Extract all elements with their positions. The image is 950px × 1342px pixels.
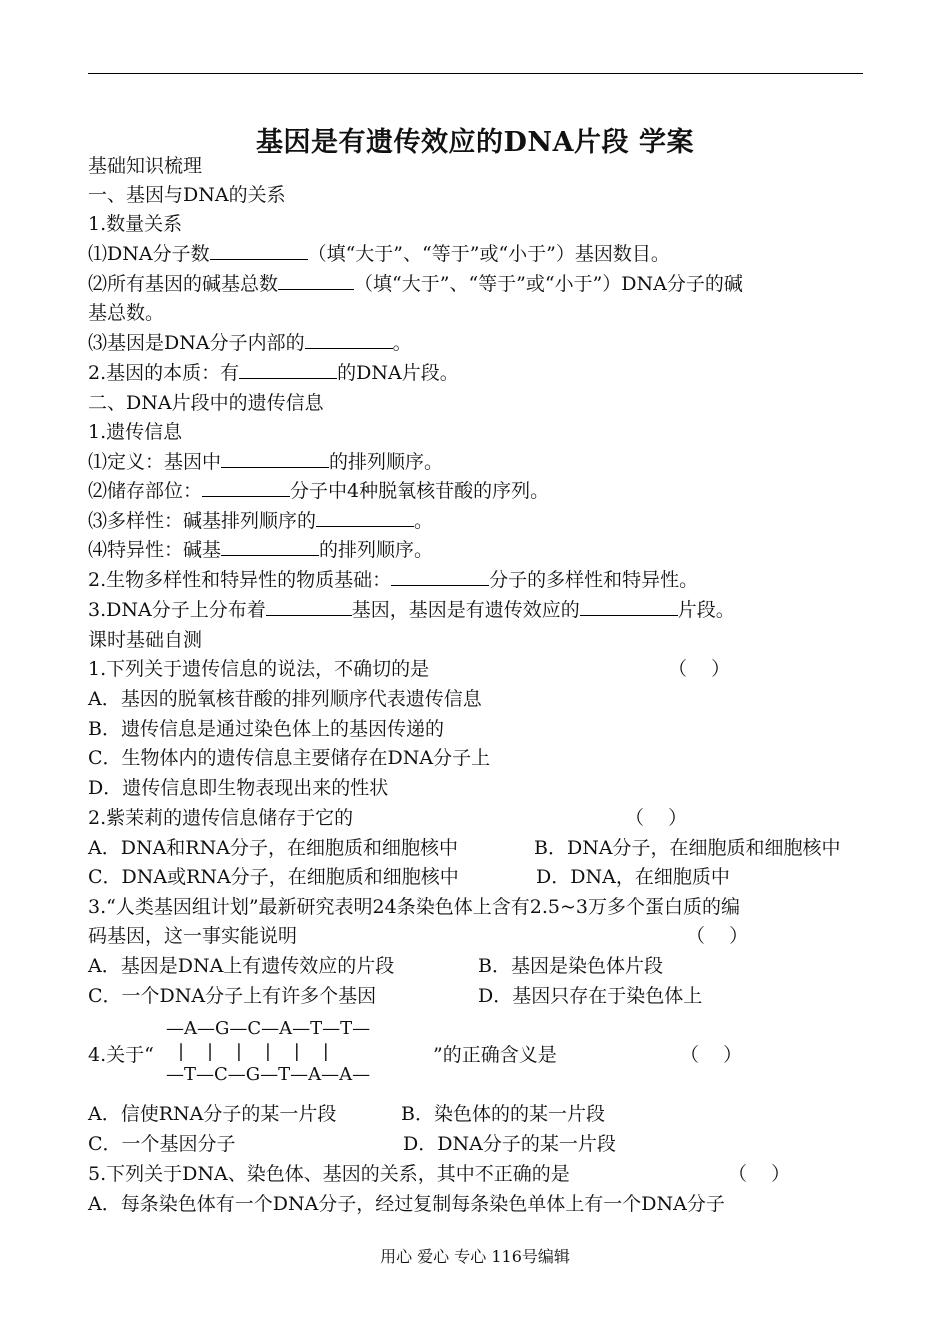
part1-sub1: 1.数量关系 (88, 213, 183, 235)
part1-sub2 (88, 360, 459, 386)
part1-q2-cont: 基总数。 (88, 302, 165, 324)
sub3-mid: 基因，基因是有遗传效应的 (351, 599, 580, 621)
question-5-answer-paren[interactable]: （ ） (728, 1163, 791, 1185)
question-4-stem-prefix: 4.关于“ (88, 1044, 154, 1066)
q3-prefix: ⑶基因是DNA分子内部的 (88, 332, 305, 354)
d1-suffix: 的排列顺序。 (329, 451, 444, 473)
question-1-answer-paren[interactable]: （ ） (668, 658, 731, 680)
d4-prefix: ⑷特异性：碱基 (88, 539, 222, 561)
fill-blank[interactable] (210, 241, 308, 260)
sub2-prefix: 2.生物多样性和特异性的物质基础： (88, 569, 392, 591)
d4-suffix: 的排列顺序。 (319, 539, 434, 561)
question-4-option-c: C．一个基因分子 (88, 1133, 236, 1155)
dna-base-pair-bonds: | | | | | | (178, 1041, 329, 1062)
question-2-option-d: D．DNA，在细胞质中 (536, 866, 730, 888)
sub3-suffix: 片段。 (677, 599, 735, 621)
question-1-stem: 1.下列关于遗传信息的说法，不确切的是 (88, 658, 430, 680)
section-review-heading: 基础知识梳理 (88, 155, 203, 177)
part1-q3 (88, 330, 412, 356)
part1-q1 (88, 241, 670, 267)
question-4-option-a: A．信使RNA分子的某一片段 (88, 1103, 337, 1125)
dna-strand-bottom: —T—C—G—T—A—A— (166, 1064, 371, 1085)
question-4-answer-paren[interactable]: （ ） (680, 1044, 743, 1066)
part2-d1 (88, 449, 443, 475)
question-3-option-d: D．基因只存在于染色体上 (478, 985, 703, 1007)
sub2-suffix: 的DNA片段。 (337, 362, 459, 384)
question-2-option-a: A．DNA和RNA分子，在细胞质和细胞核中 (88, 837, 458, 859)
q3-suffix: 。 (392, 332, 412, 354)
question-3-option-b: B．基因是染色体片段 (478, 955, 663, 977)
fill-blank[interactable] (316, 508, 414, 527)
question-3-answer-paren[interactable]: （ ） (686, 925, 749, 947)
part2-sub2 (88, 567, 698, 593)
fill-blank[interactable] (221, 449, 329, 468)
page-footer: 用心 爱心 专心 116号编辑 (380, 1247, 570, 1266)
question-1-option-b: B．遗传信息是通过染色体上的基因传递的 (88, 718, 444, 740)
q2-prefix: ⑵所有基因的碱基总数 (88, 273, 279, 295)
sub2-suffix: 分子的多样性和特异性。 (489, 569, 699, 591)
dna-strand-top: —A—G—C—A—T—T— (166, 1018, 371, 1039)
part1-heading: 一、基因与DNA的关系 (88, 184, 286, 206)
question-3-stem-cont: 码基因，这一事实能说明 (88, 925, 298, 947)
question-3-option-a: A．基因是DNA上有遗传效应的片段 (88, 955, 395, 977)
q1-prefix: ⑴DNA分子数 (88, 243, 210, 265)
page-title: 基因是有遗传效应的DNA片段 学案 (256, 127, 694, 158)
question-2-stem: 2.紫茉莉的遗传信息储存于它的 (88, 807, 354, 829)
d2-suffix: 分子中4种脱氧核苷酸的序列。 (290, 480, 550, 502)
question-5-option-a: A．每条染色体有一个DNA分子，经过复制每条染色单体上有一个DNA分子 (88, 1193, 725, 1215)
question-2-option-c: C．DNA或RNA分子，在细胞质和细胞核中 (88, 866, 459, 888)
part2-heading: 二、DNA片段中的遗传信息 (88, 392, 324, 414)
part2-sub1: 1.遗传信息 (88, 421, 183, 443)
part1-q2 (88, 271, 743, 297)
question-1-option-c: C．生物体内的遗传信息主要储存在DNA分子上 (88, 747, 491, 769)
fill-blank[interactable] (278, 271, 354, 290)
d3-prefix: ⑶多样性：碱基排列顺序的 (88, 510, 317, 532)
question-5-stem: 5.下列关于DNA、染色体、基因的关系，其中不正确的是 (88, 1163, 570, 1185)
question-3-stem: 3.“人类基因组计划”最新研究表明24条染色体上含有2.5~3万多个蛋白质的编 (88, 896, 740, 918)
q2-suffix: （填“大于”、“等于”或“小于”）DNA分子的碱 (354, 273, 743, 295)
fill-blank[interactable] (239, 360, 337, 379)
question-3-option-c: C．一个DNA分子上有许多个基因 (88, 985, 377, 1007)
question-2-option-b: B．DNA分子，在细胞质和细胞核中 (534, 837, 841, 859)
part2-sub3 (88, 597, 735, 623)
fill-blank[interactable] (391, 567, 489, 586)
fill-blank[interactable] (305, 330, 393, 349)
q1-suffix: （填“大于”、“等于”或“小于”）基因数目。 (307, 243, 670, 265)
sub3-prefix: 3.DNA分子上分布着 (88, 599, 266, 621)
question-2-answer-paren[interactable]: （ ） (625, 807, 688, 829)
d3-suffix: 。 (414, 510, 434, 532)
question-4-option-d: D．DNA分子的某一片段 (403, 1133, 616, 1155)
fill-blank[interactable] (221, 537, 319, 556)
header-rule (88, 73, 863, 74)
question-1-option-d: D．遗传信息即生物表现出来的性状 (88, 777, 389, 799)
d1-prefix: ⑴定义：基因中 (88, 451, 222, 473)
d2-prefix: ⑵储存部位： (88, 480, 203, 502)
section-test-heading: 课时基础自测 (88, 629, 203, 651)
question-4-option-b: B．染色体的的某一片段 (401, 1103, 605, 1125)
question-4-stem-suffix: ”的正确含义是 (433, 1044, 557, 1066)
sub2-prefix: 2.基因的本质：有 (88, 362, 240, 384)
part2-d2 (88, 478, 549, 504)
part2-d3 (88, 508, 433, 534)
fill-blank[interactable] (266, 597, 352, 616)
fill-blank[interactable] (202, 478, 290, 497)
part2-d4 (88, 537, 433, 563)
fill-blank[interactable] (580, 597, 678, 616)
question-1-option-a: A．基因的脱氧核苷酸的排列顺序代表遗传信息 (88, 688, 482, 710)
